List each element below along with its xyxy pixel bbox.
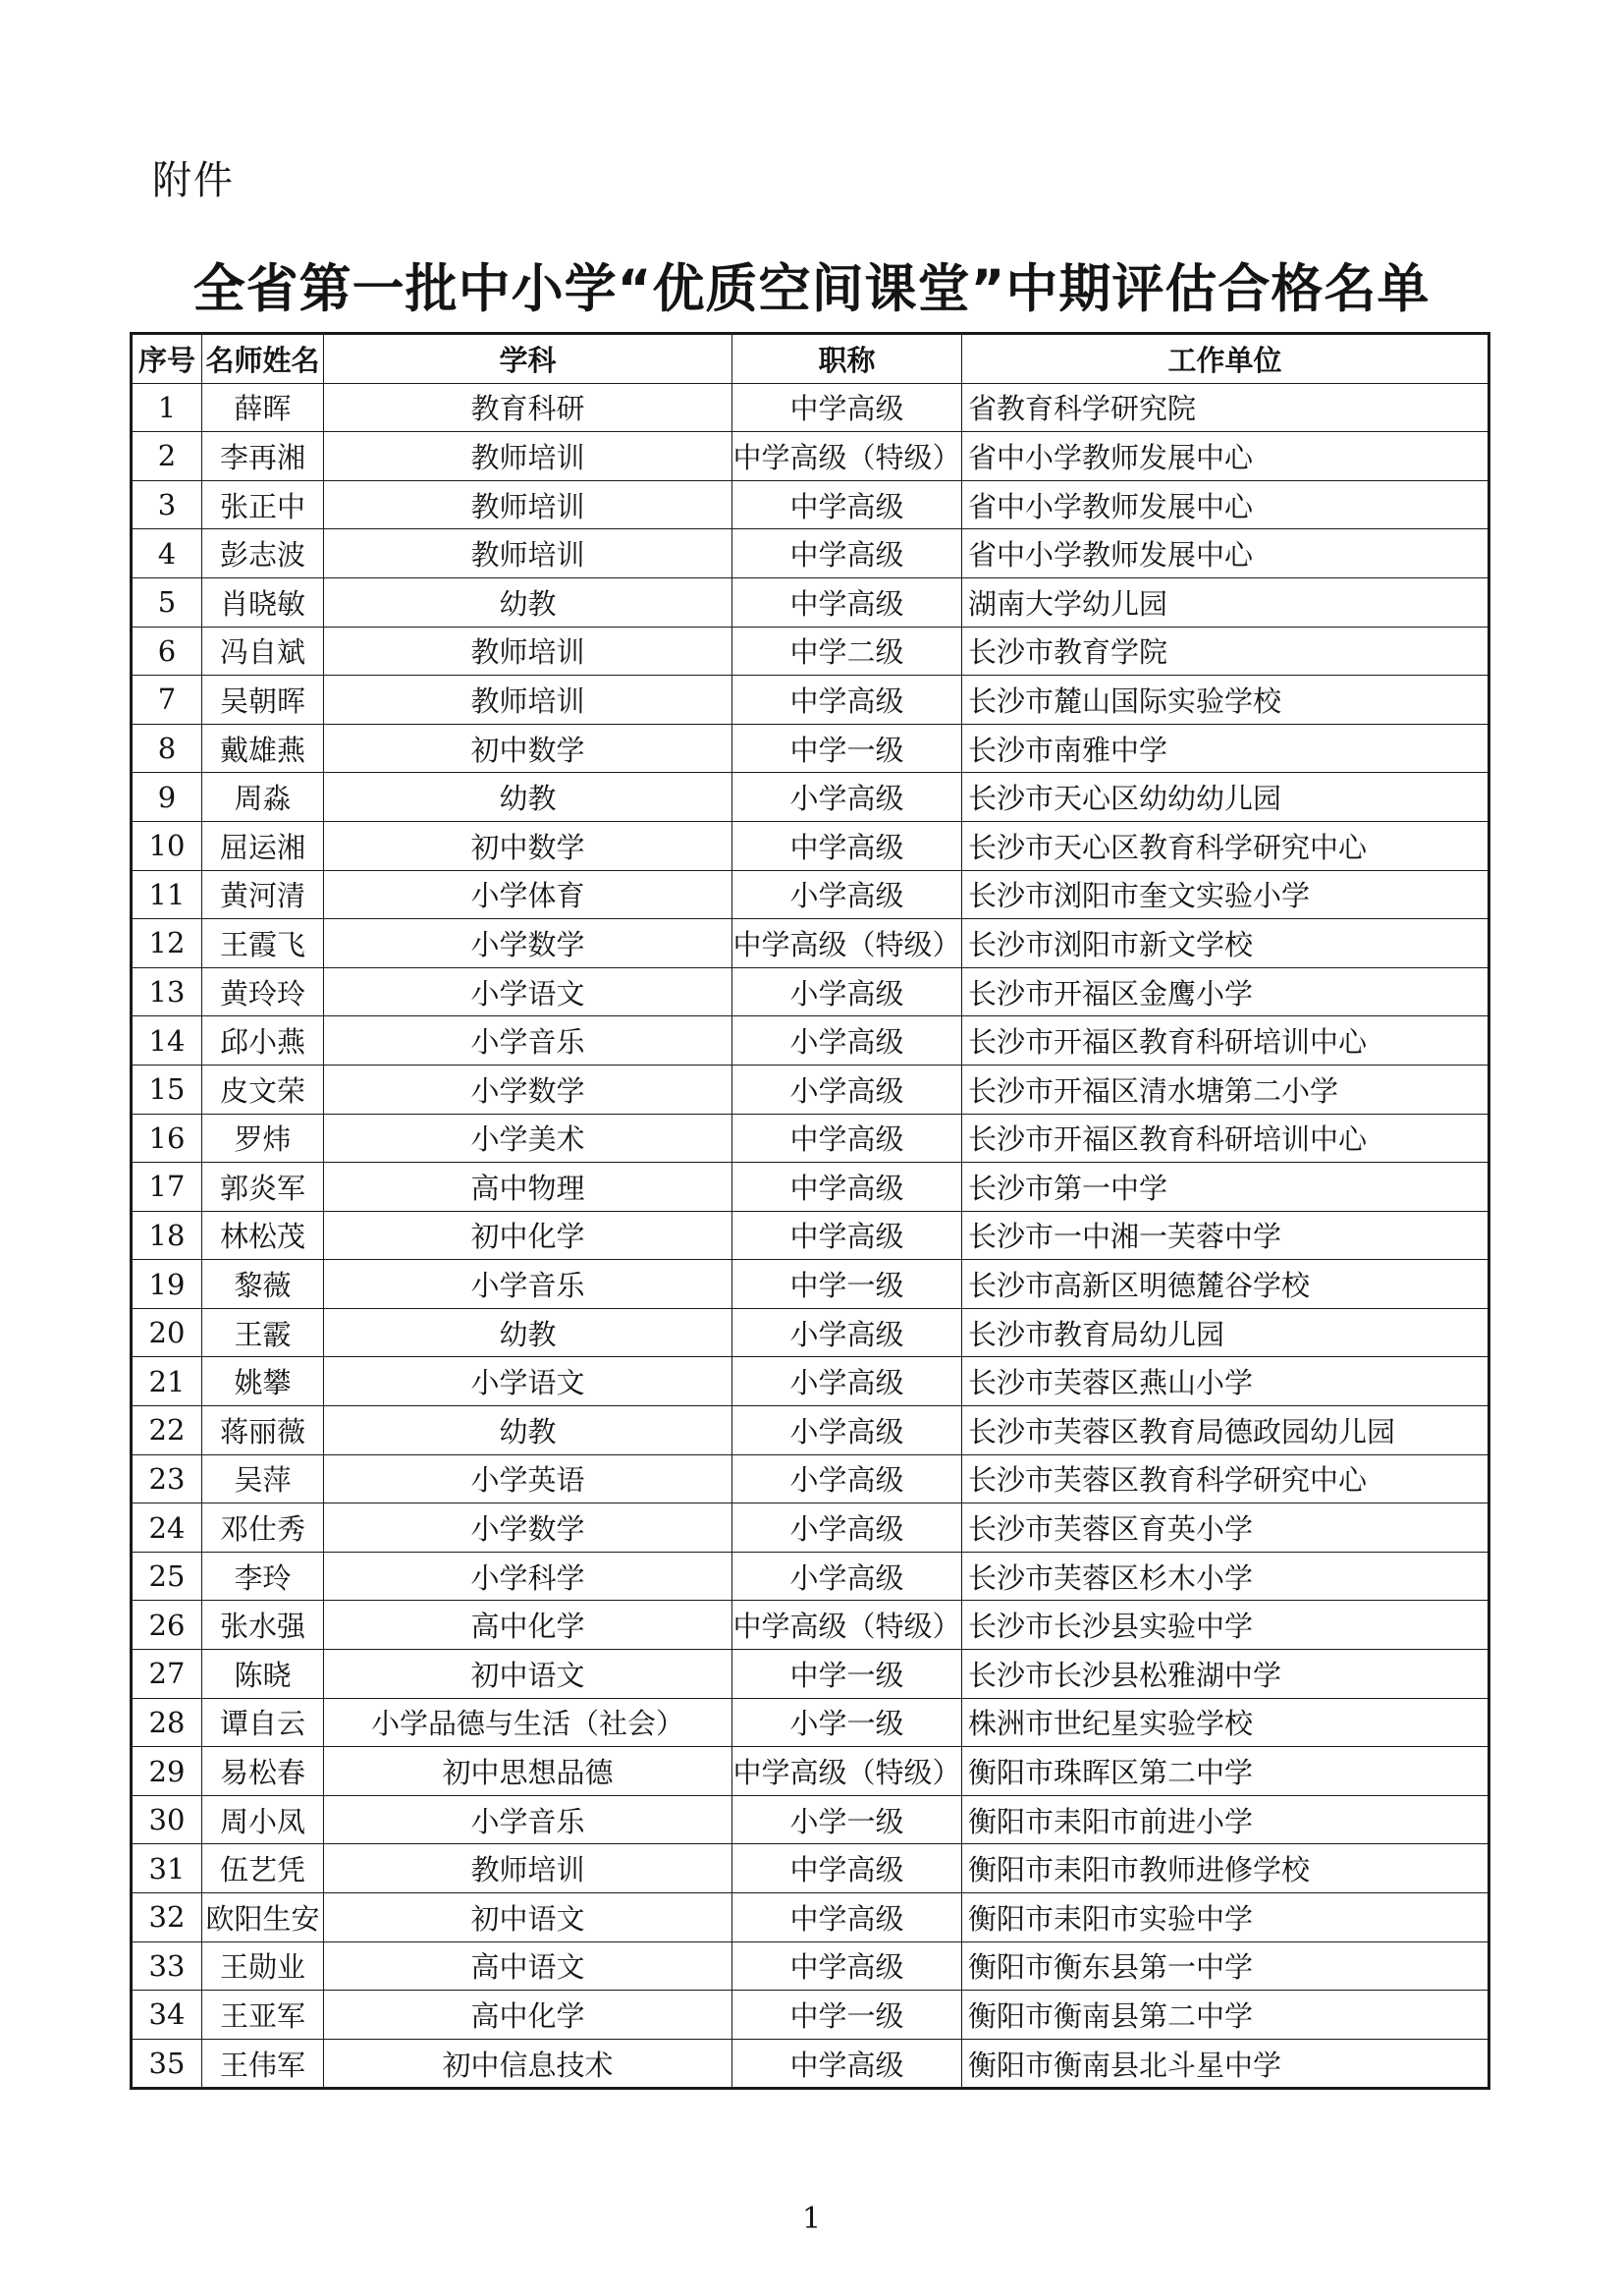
cell-unit: 省中小学教师发展中心 <box>962 480 1489 529</box>
cell-subject: 小学音乐 <box>324 1795 732 1844</box>
cell-index: 4 <box>132 529 202 578</box>
column-header-unit: 工作单位 <box>962 334 1489 384</box>
table-row <box>132 1454 1489 1503</box>
cell-subject: 高中语文 <box>324 1941 732 1991</box>
cell-name: 王勋业 <box>202 1941 324 1991</box>
cell-name: 蒋丽薇 <box>202 1406 324 1455</box>
cell-subject: 高中化学 <box>324 1601 732 1650</box>
cell-unit: 长沙市高新区明德麓谷学校 <box>962 1260 1489 1309</box>
attachment-label: 附件 <box>152 158 235 203</box>
table-row <box>132 967 1489 1016</box>
cell-subject: 幼教 <box>324 577 732 627</box>
table-row <box>132 1308 1489 1357</box>
table-row <box>132 627 1489 676</box>
cell-title: 中学高级 <box>732 2039 962 2089</box>
cell-title: 中学高级 <box>732 1163 962 1212</box>
cell-subject: 小学音乐 <box>324 1016 732 1066</box>
cell-title: 中学高级（特级） <box>732 1601 962 1650</box>
cell-title: 小学高级 <box>732 1406 962 1455</box>
cell-name: 王亚军 <box>202 1991 324 2040</box>
table-row <box>132 432 1489 481</box>
cell-name: 陈晓 <box>202 1650 324 1699</box>
cell-unit: 长沙市浏阳市奎文实验小学 <box>962 870 1489 919</box>
cell-subject: 小学音乐 <box>324 1260 732 1309</box>
cell-subject: 小学数学 <box>324 1503 732 1553</box>
cell-name: 姚攀 <box>202 1357 324 1406</box>
cell-name: 肖晓敏 <box>202 577 324 627</box>
table-row <box>132 1163 1489 1212</box>
cell-title: 中学高级（特级） <box>732 432 962 481</box>
cell-unit: 衡阳市衡南县北斗星中学 <box>962 2039 1489 2089</box>
cell-name: 冯自斌 <box>202 627 324 676</box>
cell-unit: 衡阳市衡南县第二中学 <box>962 1991 1489 2040</box>
cell-title: 中学高级 <box>732 821 962 870</box>
cell-subject: 小学英语 <box>324 1454 732 1503</box>
cell-name: 林松茂 <box>202 1211 324 1260</box>
cell-name: 王霞飞 <box>202 919 324 968</box>
cell-title: 小学高级 <box>732 773 962 822</box>
table-row <box>132 1893 1489 1942</box>
cell-subject: 初中数学 <box>324 821 732 870</box>
table-row <box>132 1941 1489 1991</box>
cell-index: 31 <box>132 1844 202 1893</box>
table-row <box>132 1211 1489 1260</box>
table-row <box>132 1698 1489 1747</box>
cell-index: 5 <box>132 577 202 627</box>
cell-name: 薛晖 <box>202 383 324 432</box>
cell-index: 6 <box>132 627 202 676</box>
cell-name: 周小凤 <box>202 1795 324 1844</box>
page-number: 1 <box>801 2202 822 2236</box>
cell-subject: 小学品德与生活（社会） <box>324 1698 732 1747</box>
cell-subject: 初中化学 <box>324 1211 732 1260</box>
cell-unit: 衡阳市耒阳市教师进修学校 <box>962 1844 1489 1893</box>
cell-title: 中学高级（特级） <box>732 1747 962 1796</box>
cell-name: 张水强 <box>202 1601 324 1650</box>
cell-unit: 长沙市浏阳市新文学校 <box>962 919 1489 968</box>
cell-name: 欧阳生安 <box>202 1893 324 1942</box>
table-row <box>132 1016 1489 1066</box>
document-title: 全省第一批中小学“优质空间课堂”中期评估合格名单 <box>192 259 1431 319</box>
cell-subject: 初中语文 <box>324 1893 732 1942</box>
cell-subject: 小学数学 <box>324 919 732 968</box>
cell-index: 9 <box>132 773 202 822</box>
cell-unit: 长沙市芙蓉区杉木小学 <box>962 1552 1489 1601</box>
cell-unit: 衡阳市耒阳市实验中学 <box>962 1893 1489 1942</box>
cell-subject: 小学语文 <box>324 1357 732 1406</box>
table-row <box>132 1503 1489 1553</box>
table-row <box>132 821 1489 870</box>
cell-name: 王霰 <box>202 1308 324 1357</box>
cell-subject: 高中化学 <box>324 1991 732 2040</box>
cell-unit: 长沙市开福区清水塘第二小学 <box>962 1065 1489 1114</box>
cell-unit: 长沙市一中湘一芙蓉中学 <box>962 1211 1489 1260</box>
cell-unit: 长沙市芙蓉区教育局德政园幼儿园 <box>962 1406 1489 1455</box>
cell-index: 30 <box>132 1795 202 1844</box>
cell-unit: 长沙市教育局幼儿园 <box>962 1308 1489 1357</box>
cell-title: 中学一级 <box>732 1991 962 2040</box>
cell-unit: 长沙市长沙县松雅湖中学 <box>962 1650 1489 1699</box>
cell-index: 23 <box>132 1454 202 1503</box>
table-row <box>132 529 1489 578</box>
cell-name: 黄玲玲 <box>202 967 324 1016</box>
cell-unit: 长沙市天心区教育科学研究中心 <box>962 821 1489 870</box>
cell-index: 3 <box>132 480 202 529</box>
cell-title: 中学高级（特级） <box>732 919 962 968</box>
cell-subject: 教师培训 <box>324 480 732 529</box>
table-row <box>132 1065 1489 1114</box>
cell-unit: 长沙市天心区幼幼幼儿园 <box>962 773 1489 822</box>
cell-unit: 长沙市麓山国际实验学校 <box>962 676 1489 725</box>
cell-index: 28 <box>132 1698 202 1747</box>
cell-unit: 长沙市芙蓉区教育科学研究中心 <box>962 1454 1489 1503</box>
cell-index: 32 <box>132 1893 202 1942</box>
cell-name: 黄河清 <box>202 870 324 919</box>
cell-title: 小学高级 <box>732 1503 962 1553</box>
cell-index: 22 <box>132 1406 202 1455</box>
table-row <box>132 1747 1489 1796</box>
cell-subject: 教育科研 <box>324 383 732 432</box>
cell-title: 小学高级 <box>732 1016 962 1066</box>
cell-title: 中学高级 <box>732 1211 962 1260</box>
cell-title: 小学一级 <box>732 1698 962 1747</box>
cell-name: 屈运湘 <box>202 821 324 870</box>
cell-index: 2 <box>132 432 202 481</box>
cell-subject: 初中思想品德 <box>324 1747 732 1796</box>
cell-unit: 长沙市长沙县实验中学 <box>962 1601 1489 1650</box>
table-row <box>132 480 1489 529</box>
cell-index: 35 <box>132 2039 202 2089</box>
cell-index: 26 <box>132 1601 202 1650</box>
cell-index: 13 <box>132 967 202 1016</box>
cell-name: 郭炎军 <box>202 1163 324 1212</box>
cell-title: 中学高级 <box>732 1941 962 1991</box>
column-header-subject: 学科 <box>324 334 732 384</box>
cell-unit: 株洲市世纪星实验学校 <box>962 1698 1489 1747</box>
cell-index: 34 <box>132 1991 202 2040</box>
cell-index: 18 <box>132 1211 202 1260</box>
cell-subject: 小学科学 <box>324 1552 732 1601</box>
column-header-name: 名师姓名 <box>202 334 324 384</box>
table-row <box>132 1260 1489 1309</box>
table-row <box>132 1552 1489 1601</box>
cell-title: 中学高级 <box>732 383 962 432</box>
cell-subject: 初中信息技术 <box>324 2039 732 2089</box>
cell-title: 中学高级 <box>732 577 962 627</box>
cell-name: 罗炜 <box>202 1114 324 1163</box>
cell-index: 1 <box>132 383 202 432</box>
cell-name: 伍艺凭 <box>202 1844 324 1893</box>
cell-unit: 长沙市教育学院 <box>962 627 1489 676</box>
cell-name: 张正中 <box>202 480 324 529</box>
table-body <box>132 383 1489 2089</box>
cell-name: 黎薇 <box>202 1260 324 1309</box>
cell-title: 小学高级 <box>732 1552 962 1601</box>
cell-title: 小学高级 <box>732 870 962 919</box>
cell-name: 谭自云 <box>202 1698 324 1747</box>
table-row <box>132 1844 1489 1893</box>
cell-name: 李玲 <box>202 1552 324 1601</box>
cell-title: 中学一级 <box>732 724 962 773</box>
cell-subject: 高中物理 <box>324 1163 732 1212</box>
cell-unit: 长沙市开福区金鹰小学 <box>962 967 1489 1016</box>
cell-name: 王伟军 <box>202 2039 324 2089</box>
cell-title: 中学一级 <box>732 1650 962 1699</box>
cell-unit: 长沙市芙蓉区燕山小学 <box>962 1357 1489 1406</box>
table-row <box>132 870 1489 919</box>
cell-subject: 教师培训 <box>324 529 732 578</box>
cell-title: 中学高级 <box>732 676 962 725</box>
cell-name: 邱小燕 <box>202 1016 324 1066</box>
cell-title: 中学高级 <box>732 1114 962 1163</box>
cell-subject: 小学体育 <box>324 870 732 919</box>
cell-index: 20 <box>132 1308 202 1357</box>
cell-subject: 教师培训 <box>324 676 732 725</box>
cell-index: 15 <box>132 1065 202 1114</box>
cell-subject: 幼教 <box>324 773 732 822</box>
cell-title: 中学高级 <box>732 480 962 529</box>
cell-index: 11 <box>132 870 202 919</box>
cell-index: 19 <box>132 1260 202 1309</box>
cell-index: 27 <box>132 1650 202 1699</box>
table-row <box>132 2039 1489 2089</box>
cell-subject: 初中数学 <box>324 724 732 773</box>
cell-unit: 省中小学教师发展中心 <box>962 529 1489 578</box>
cell-unit: 长沙市开福区教育科研培训中心 <box>962 1114 1489 1163</box>
cell-subject: 教师培训 <box>324 1844 732 1893</box>
cell-index: 29 <box>132 1747 202 1796</box>
column-header-index: 序号 <box>132 334 202 384</box>
cell-unit: 省教育科学研究院 <box>962 383 1489 432</box>
cell-unit: 衡阳市珠晖区第二中学 <box>962 1747 1489 1796</box>
cell-unit: 省中小学教师发展中心 <box>962 432 1489 481</box>
cell-subject: 教师培训 <box>324 627 732 676</box>
cell-subject: 初中语文 <box>324 1650 732 1699</box>
cell-unit: 长沙市南雅中学 <box>962 724 1489 773</box>
cell-subject: 小学语文 <box>324 967 732 1016</box>
cell-unit: 衡阳市衡东县第一中学 <box>962 1941 1489 1991</box>
cell-title: 小学高级 <box>732 1308 962 1357</box>
cell-name: 皮文荣 <box>202 1065 324 1114</box>
cell-index: 21 <box>132 1357 202 1406</box>
table-row <box>132 676 1489 725</box>
cell-name: 易松春 <box>202 1747 324 1796</box>
cell-index: 14 <box>132 1016 202 1066</box>
cell-unit: 长沙市开福区教育科研培训中心 <box>962 1016 1489 1066</box>
cell-title: 中学一级 <box>732 1260 962 1309</box>
cell-title: 中学二级 <box>732 627 962 676</box>
table-header-row <box>132 334 1489 384</box>
table-row <box>132 919 1489 968</box>
cell-index: 7 <box>132 676 202 725</box>
cell-name: 吴朝晖 <box>202 676 324 725</box>
table-row <box>132 1114 1489 1163</box>
cell-unit: 衡阳市耒阳市前进小学 <box>962 1795 1489 1844</box>
cell-name: 周淼 <box>202 773 324 822</box>
cell-index: 24 <box>132 1503 202 1553</box>
cell-subject: 幼教 <box>324 1308 732 1357</box>
cell-title: 中学高级 <box>732 529 962 578</box>
cell-title: 中学高级 <box>732 1844 962 1893</box>
table-row <box>132 724 1489 773</box>
column-header-title: 职称 <box>732 334 962 384</box>
cell-index: 8 <box>132 724 202 773</box>
cell-subject: 幼教 <box>324 1406 732 1455</box>
cell-title: 小学高级 <box>732 1357 962 1406</box>
cell-name: 彭志波 <box>202 529 324 578</box>
cell-title: 小学高级 <box>732 1454 962 1503</box>
cell-title: 小学高级 <box>732 1065 962 1114</box>
cell-unit: 长沙市第一中学 <box>962 1163 1489 1212</box>
cell-name: 戴雄燕 <box>202 724 324 773</box>
cell-title: 中学高级 <box>732 1893 962 1942</box>
roster-table <box>130 332 1490 2090</box>
cell-title: 小学一级 <box>732 1795 962 1844</box>
cell-name: 李再湘 <box>202 432 324 481</box>
cell-index: 33 <box>132 1941 202 1991</box>
cell-subject: 小学数学 <box>324 1065 732 1114</box>
table-row <box>132 1991 1489 2040</box>
table-row <box>132 1357 1489 1406</box>
cell-subject: 小学美术 <box>324 1114 732 1163</box>
cell-index: 10 <box>132 821 202 870</box>
table-row <box>132 577 1489 627</box>
cell-unit: 湖南大学幼儿园 <box>962 577 1489 627</box>
cell-index: 17 <box>132 1163 202 1212</box>
table-row <box>132 773 1489 822</box>
table-row <box>132 1601 1489 1650</box>
table-row <box>132 1406 1489 1455</box>
cell-subject: 教师培训 <box>324 432 732 481</box>
table-row <box>132 1795 1489 1844</box>
cell-unit: 长沙市芙蓉区育英小学 <box>962 1503 1489 1553</box>
cell-index: 16 <box>132 1114 202 1163</box>
cell-name: 邓仕秀 <box>202 1503 324 1553</box>
cell-title: 小学高级 <box>732 967 962 1016</box>
cell-name: 吴萍 <box>202 1454 324 1503</box>
cell-index: 12 <box>132 919 202 968</box>
table-row <box>132 383 1489 432</box>
table-row <box>132 1650 1489 1699</box>
cell-index: 25 <box>132 1552 202 1601</box>
